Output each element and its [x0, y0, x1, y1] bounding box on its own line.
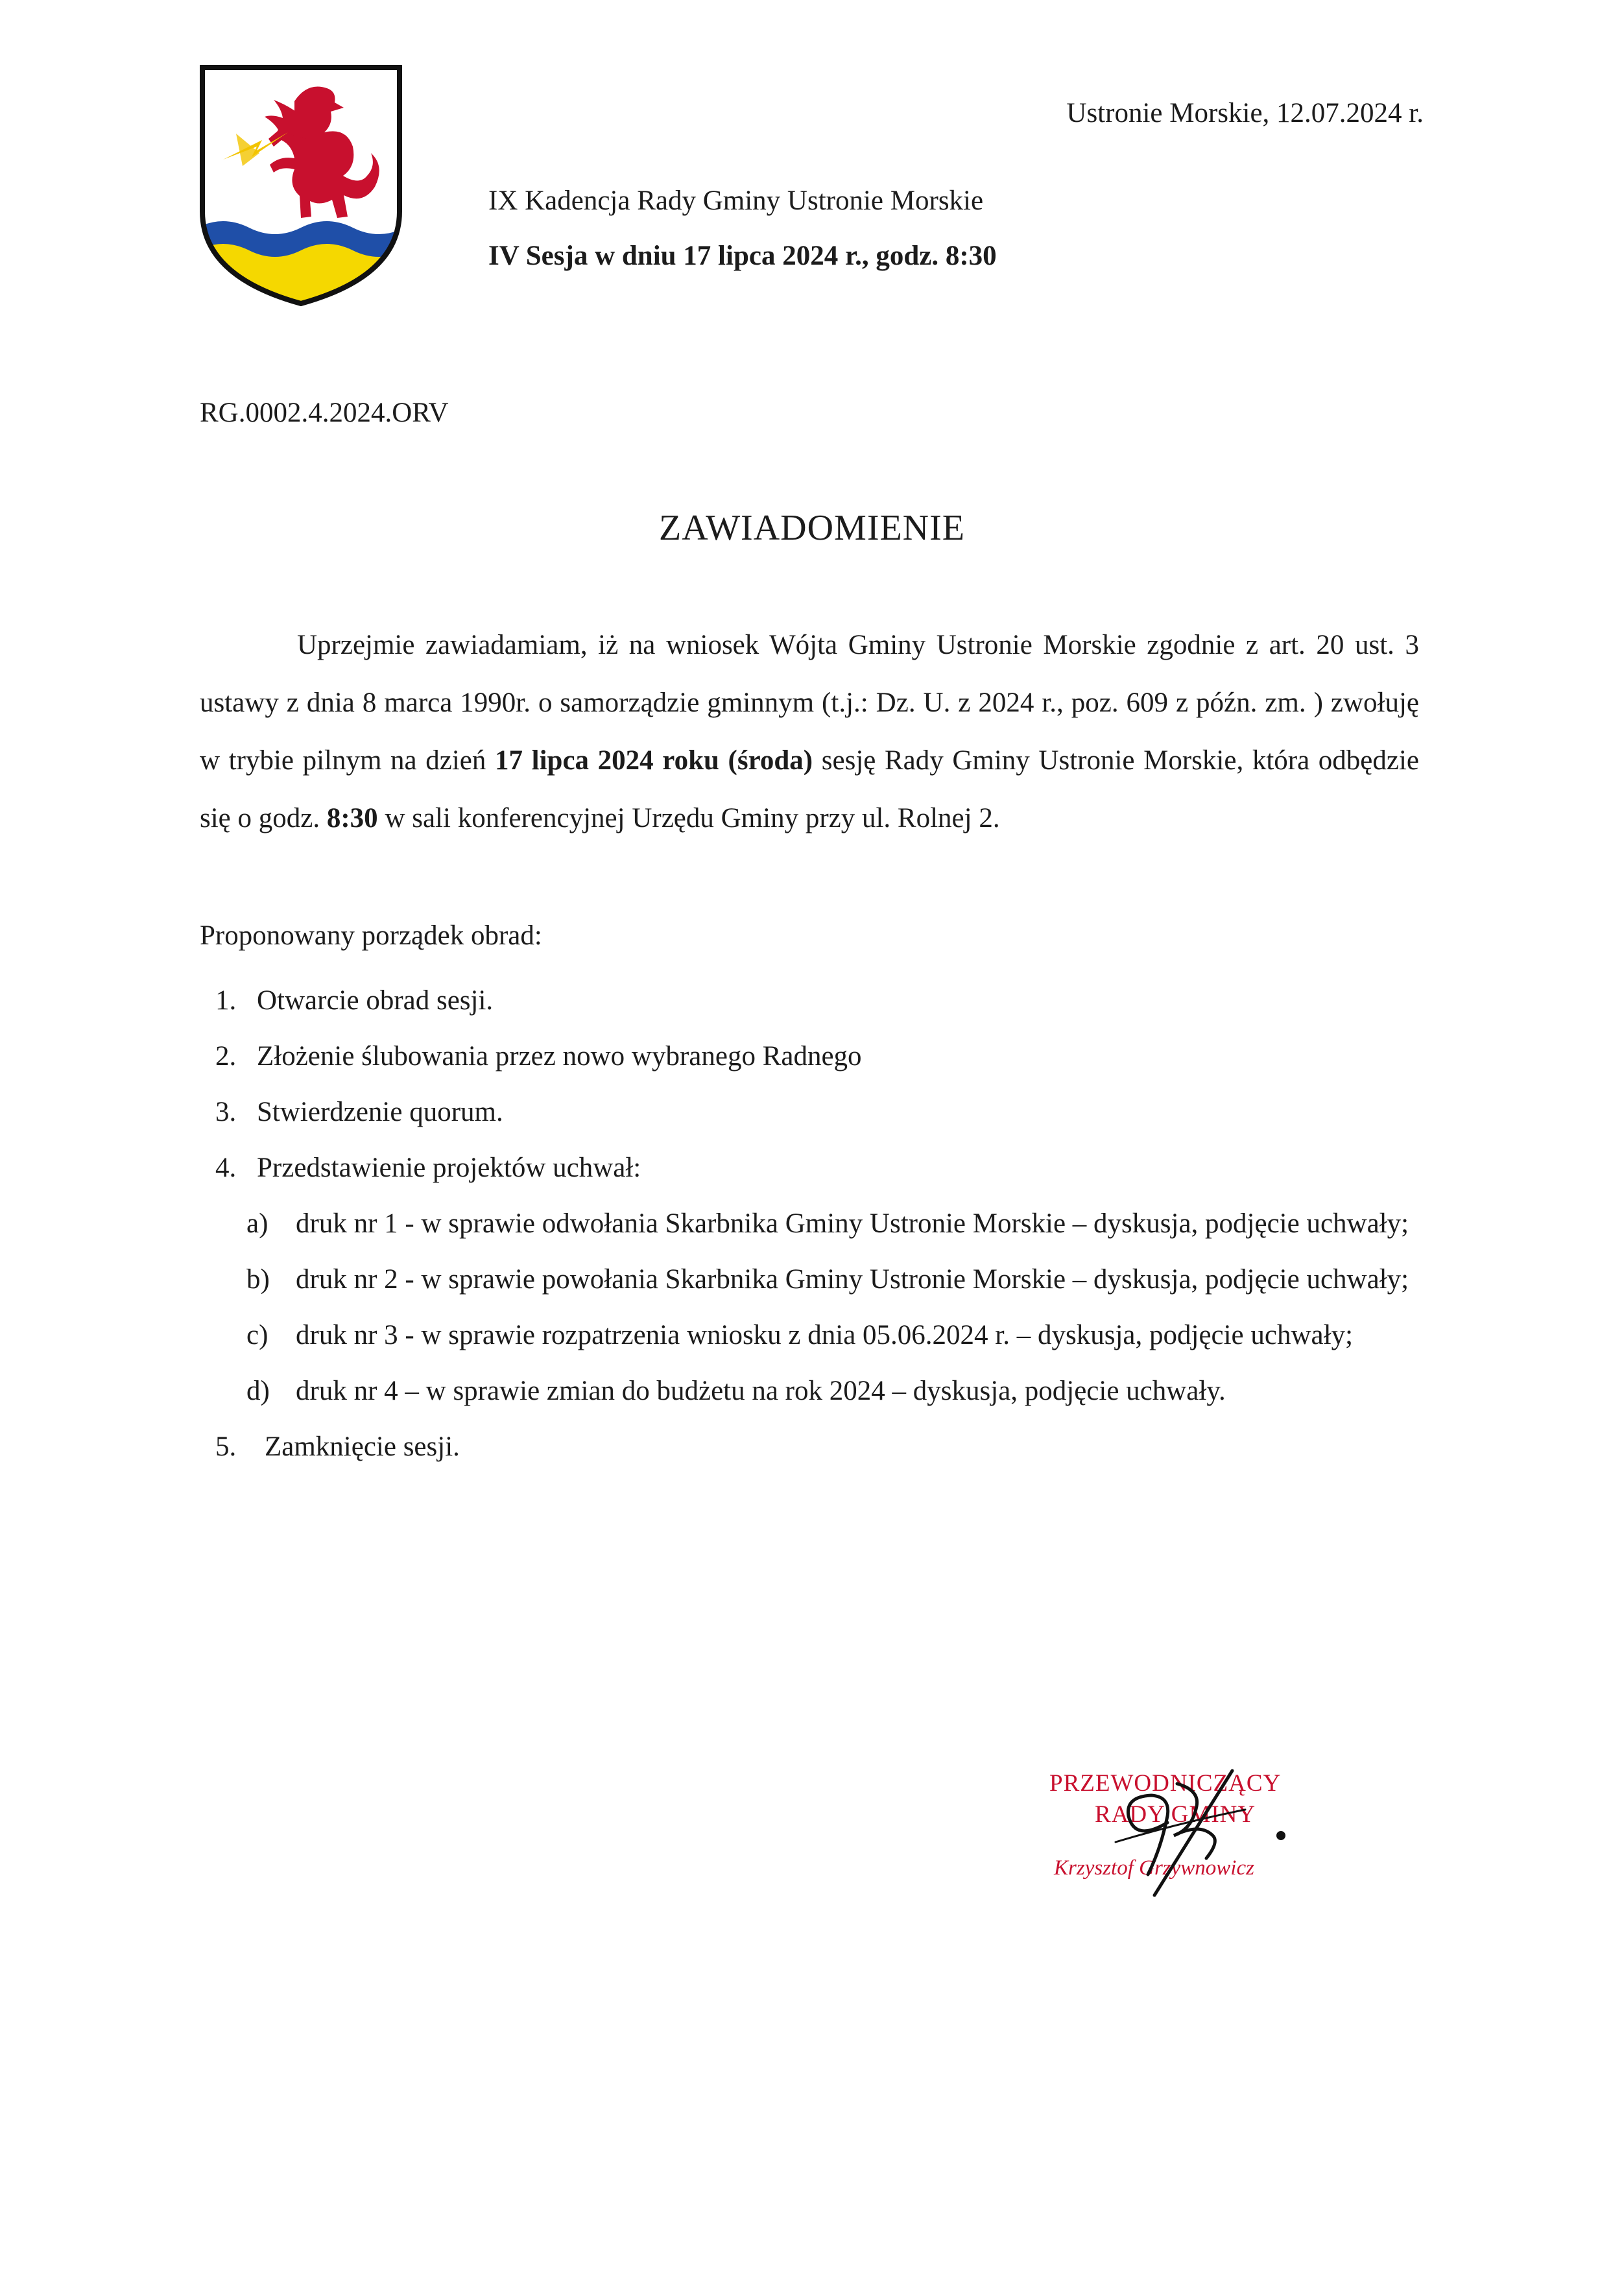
list-item-text: Złożenie ślubowania przez nowo wybranego Radnego — [257, 1041, 862, 1072]
session-date: 17 lipca 2024 roku (środa) — [495, 745, 813, 776]
sub-item-text: druk nr 1 - w sprawie odwołania Skarbnika Gminy Ustronie Morskie – dyskusja, podjęcie uchwały; — [296, 1208, 1409, 1239]
session-heading: IV Sesja w dniu 17 lipca 2024 r., godz. 8:30 — [488, 241, 997, 271]
reference-number: RG.0002.4.2024.ORV — [200, 398, 449, 428]
list-item-number: 3. — [215, 1097, 237, 1127]
sub-item-letter: c) — [246, 1320, 269, 1350]
stamp-title: PRZEWODNICZĄCY — [1049, 1770, 1282, 1797]
list-item — [200, 1084, 1419, 1140]
list-item-text: Przedstawienie projektów uchwał: — [257, 1153, 641, 1183]
sub-item-text: druk nr 2 - w sprawie powołania Skarbnika Gminy Ustronie Morskie – dyskusja, podjęcie uchwały; — [296, 1264, 1409, 1295]
notice-text-part3: w sali konferencyjnej Urzędu Gminy przy ul. Rolnej 2. — [385, 803, 1000, 833]
council-term-heading: IX Kadencja Rady Gminy Ustronie Morskie — [488, 186, 984, 216]
session-time: 8:30 — [326, 803, 378, 833]
notice-paragraph — [200, 616, 1419, 847]
sub-item-text: druk nr 4 – w sprawie zmian do budżetu na rok 2024 – dyskusja, podjęcie uchwały. — [296, 1376, 1226, 1406]
agenda-list — [200, 973, 1419, 1475]
sub-item — [200, 1308, 1419, 1363]
list-item-number: 4. — [215, 1153, 237, 1183]
notice-text-part2: sesję Rady Gminy Ustronie Morskie, która odbędzie się o godz. — [200, 745, 1419, 833]
document-title: ZAWIADOMIENIE — [659, 508, 965, 548]
agenda-intro: Proponowany porządek obrad: — [200, 920, 542, 951]
sub-item-letter: b) — [246, 1264, 270, 1295]
sub-item — [200, 1196, 1419, 1252]
stamp-subtitle: RADY GMINY — [1095, 1801, 1256, 1828]
list-item-text: Otwarcie obrad sesji. — [257, 985, 494, 1016]
list-item — [200, 1029, 1419, 1084]
list-item-number: 1. — [215, 985, 237, 1016]
sub-item-letter: a) — [246, 1208, 269, 1239]
list-item-number: 5. — [215, 1431, 237, 1462]
list-item-number: 2. — [215, 1041, 237, 1072]
sub-item-text: druk nr 3 - w sprawie rozpatrzenia wniosku z dnia 05.06.2024 r. – dyskusja, podjęcie uchwały; — [296, 1320, 1354, 1350]
sub-item-letter: d) — [246, 1376, 270, 1406]
list-item-text: Stwierdzenie quorum. — [257, 1097, 503, 1127]
list-item — [200, 1140, 1419, 1196]
coat-of-arms-icon — [197, 62, 405, 309]
list-item — [200, 973, 1419, 1029]
notice-text-part1: Uprzejmie zawiadamiam, iż na wniosek Wójta Gminy Ustronie Morskie zgodnie z art. 20 ust. 3 ustawy z dnia 8 marca 1990r. o samorządzie gminnym (t.j.: Dz. U. z 2024 r., poz. 609 z późn. zm. ) zwołuję w trybie pilnym na dzień — [200, 630, 1419, 776]
stamp-name: Krzysztof Grzywnowicz — [1054, 1856, 1254, 1880]
sub-item — [200, 1363, 1419, 1419]
place-date: Ustronie Morskie, 12.07.2024 r. — [1066, 98, 1424, 128]
list-item — [200, 1419, 1419, 1475]
handwritten-signature-icon — [1038, 1745, 1310, 1900]
sub-item — [200, 1252, 1419, 1308]
list-item-text: Zamknięcie sesji. — [265, 1431, 460, 1462]
